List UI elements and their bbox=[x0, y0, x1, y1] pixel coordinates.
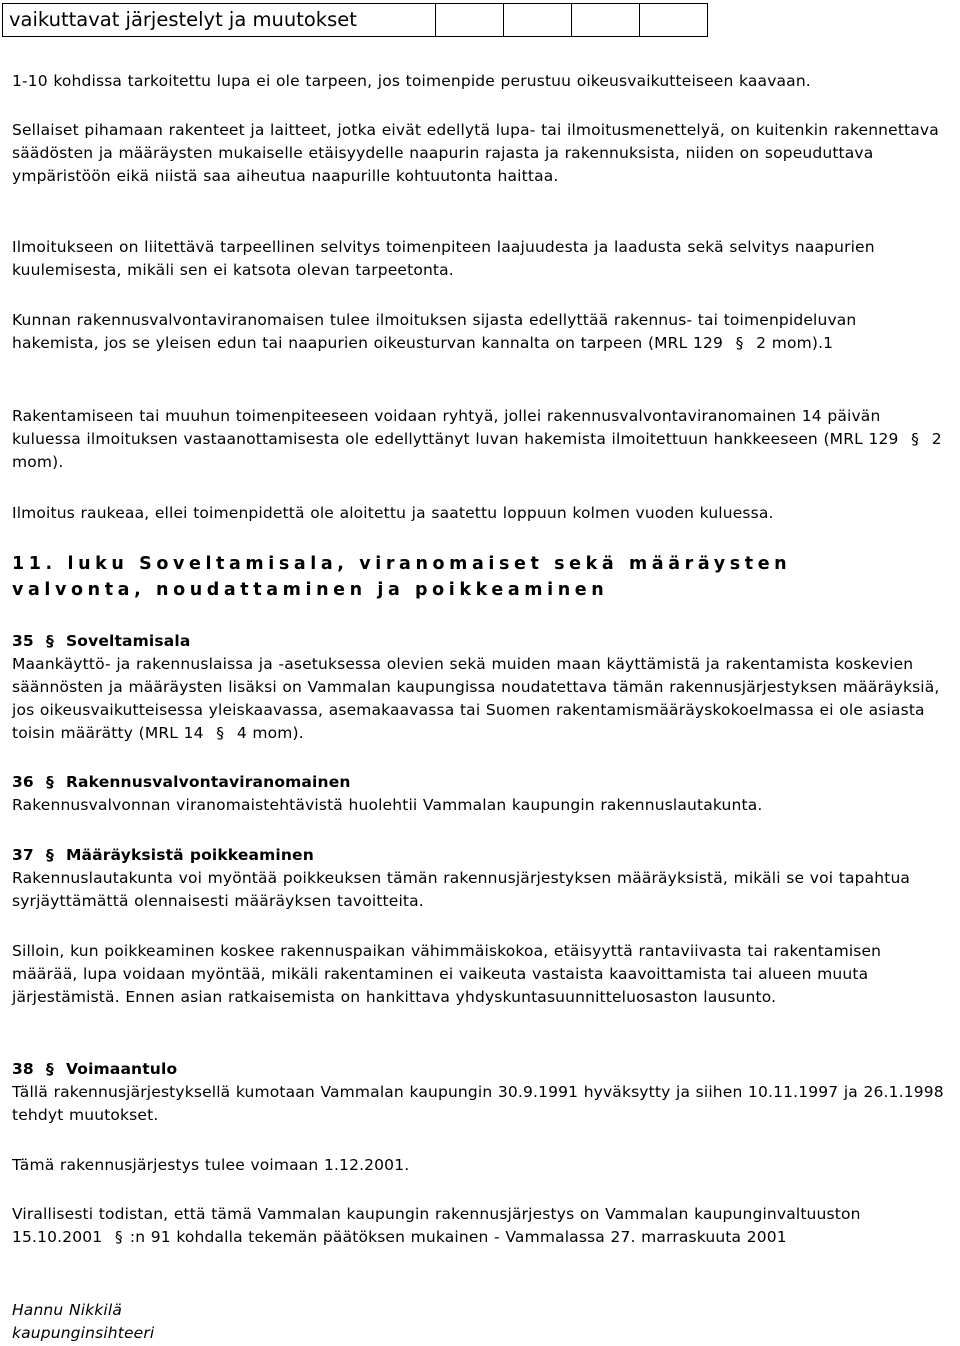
certification-paragraph bbox=[12, 1203, 948, 1249]
paragraph: Sellaiset pihamaan rakenteet ja laitteet, jotka eivät edellytä lupa- tai ilmoitusmenettelyä, on kuitenkin rakennettava säädösten ja määräysten mukaiselle etäisyydelle naapurin rajasta ja rakennuksista, niiden on sopeuduttava ympäristöön eikä niistä saa aiheutua naapurille kohtuutonta haittaa. bbox=[12, 121, 939, 185]
section-symbol: § bbox=[45, 773, 54, 791]
section-text-part: 4 mom). bbox=[236, 724, 304, 742]
signature-role: kaupunginsihteeri bbox=[12, 1324, 155, 1342]
section-title: Voimaantulo bbox=[65, 1060, 178, 1078]
section-text-part: Maankäyttö- ja rakennuslaissa ja -asetuksessa olevien sekä muiden maan käyttämistä ja rakentamista koskevien säännösten ja määräysten lisäksi on Vammalan kaupungissa noudatettava tämän rakennusjärjestyksen määräyksiä, jos oikeusvaikutteisessa yleiskaavassa, asemakaavassa tai Suomen rakentamismääräyskokoelmassa ei ole asiasta toisin määrätty (MRL 14 bbox=[12, 655, 940, 742]
section-symbol: § bbox=[114, 1228, 123, 1246]
section-heading bbox=[12, 844, 948, 867]
section-symbol: § bbox=[45, 632, 54, 650]
paragraph: Tämä rakennusjärjestys tulee voimaan 1.12.2001. bbox=[12, 1156, 410, 1174]
section-text: Tällä rakennusjärjestyksellä kumotaan Vammalan kaupungin 30.9.1991 hyväksytty ja siihen 10.11.1997 ja 26.1.1998 tehdyt muutokset. bbox=[12, 1083, 944, 1124]
section-title: Rakennusvalvontaviranomainen bbox=[65, 773, 351, 791]
certification-text: :n 91 kohdalla tekemän päätöksen mukainen - Vammalassa 27. marraskuuta 2001 bbox=[129, 1228, 787, 1246]
section-heading bbox=[12, 1058, 948, 1081]
paragraph: Ilmoitukseen on liitettävä tarpeellinen selvitys toimenpiteen laajuudesta ja laadusta sekä selvitys naapurien kuulemisesta, mikäli sen ei katsota olevan tarpeetonta. bbox=[12, 238, 875, 279]
chapter-heading-line: valvonta, noudattaminen ja poikkeaminen bbox=[12, 580, 609, 600]
certification-text: Virallisesti todistan, että tämä Vammalan kaupungin rakennusjärjestys on Vammalan kaupunginvaltuuston 15.10.2001 bbox=[12, 1205, 861, 1246]
paragraph: Silloin, kun poikkeaminen koskee rakennuspaikan vähimmäiskokoa, etäisyyttä rantaviivasta tai rakentamisen määrää, lupa voidaan myöntää, mikäli rakentaminen ei vaikeuta vastaista kaavoittamista tai alueen muuta järjestämistä. Ennen asian ratkaisemista on hankittava yhdyskuntasuunnitteluosaston lausunto. bbox=[12, 942, 882, 1006]
paragraph-text: 2 mom).1 bbox=[756, 334, 834, 352]
section-number: 36 bbox=[12, 773, 34, 791]
section-text: Rakennuslautakunta voi myöntää poikkeuksen tämän rakennusjärjestyksen määräyksistä, mikäli se voi tapahtua syrjäyttämättä olennaisesti määräyksen tavoitteita. bbox=[12, 869, 911, 910]
header-empty-cell bbox=[504, 4, 572, 36]
section-symbol: § bbox=[911, 430, 920, 448]
section-37 bbox=[12, 844, 948, 913]
paragraph: Ilmoitus raukeaa, ellei toimenpidettä ole aloitettu ja saatettu loppuun kolmen vuoden kuluessa. bbox=[12, 504, 774, 522]
section-symbol: § bbox=[216, 724, 225, 742]
section-36 bbox=[12, 771, 948, 817]
paragraph bbox=[12, 309, 948, 355]
section-symbol: § bbox=[45, 1060, 54, 1078]
section-number: 35 bbox=[12, 632, 34, 650]
section-text bbox=[12, 653, 948, 745]
paragraph-text: 2 mom). bbox=[12, 430, 942, 471]
paragraph bbox=[12, 405, 948, 474]
section-heading bbox=[12, 771, 948, 794]
paragraph-text: Kunnan rakennusvalvontaviranomaisen tulee ilmoituksen sijasta edellyttää rakennus- tai toimenpideluvan hakemista, jos se yleisen edun tai naapurien oikeusturvan kannalta on tarpeen (MRL 129 bbox=[12, 311, 857, 352]
section-heading bbox=[12, 630, 948, 653]
header-title: vaikuttavat järjestelyt ja muutokset bbox=[3, 4, 436, 36]
section-number: 38 bbox=[12, 1060, 34, 1078]
chapter-heading bbox=[12, 551, 948, 603]
section-symbol: § bbox=[735, 334, 744, 352]
header-table bbox=[2, 3, 708, 37]
section-title: Määräyksistä poikkeaminen bbox=[65, 846, 314, 864]
chapter-heading-line: 11. luku Soveltamisala, viranomaiset sekä määräysten bbox=[12, 554, 792, 574]
section-35 bbox=[12, 630, 948, 745]
header-empty-cell bbox=[436, 4, 504, 36]
signature-name: Hannu Nikkilä bbox=[12, 1301, 122, 1319]
section-text: Rakennusvalvonnan viranomaistehtävistä huolehtii Vammalan kaupungin rakennuslautakunta. bbox=[12, 796, 763, 814]
header-empty-cell bbox=[640, 4, 707, 36]
signature bbox=[12, 1299, 948, 1345]
section-number: 37 bbox=[12, 846, 34, 864]
paragraph-text: Rakentamiseen tai muuhun toimenpiteeseen voidaan ryhtyä, jollei rakennusvalvontaviranomainen 14 päivän kuluessa ilmoituksen vastaanottamisesta ole edellyttänyt luvan hakemista ilmoitettuun hankkeeseen (MRL 129 bbox=[12, 407, 899, 448]
paragraph: 1-10 kohdissa tarkoitettu lupa ei ole tarpeen, jos toimenpide perustuu oikeusvaikutteiseen kaavaan. bbox=[12, 72, 811, 90]
section-title: Soveltamisala bbox=[65, 632, 191, 650]
header-empty-cell bbox=[572, 4, 640, 36]
section-symbol: § bbox=[45, 846, 54, 864]
section-38 bbox=[12, 1058, 948, 1127]
